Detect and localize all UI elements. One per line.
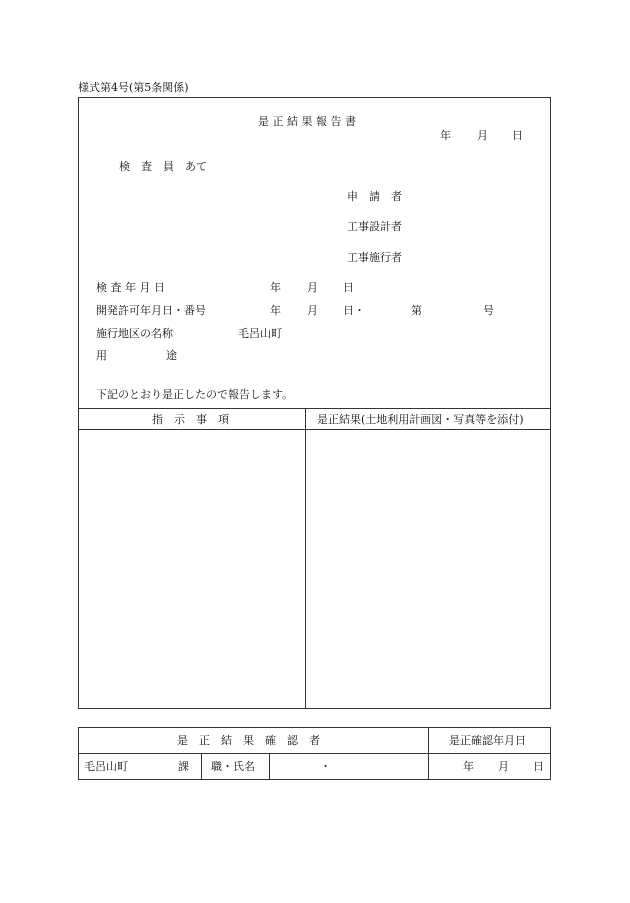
inspection-date-day: 日 [343,281,354,294]
position-name-label: 職・氏名 [211,760,255,773]
report-title: 是 正 結 果 報 告 書 [258,115,356,128]
designer-label: 工事設計者 [347,220,402,233]
name-separator-dot: ・ [320,760,331,773]
confirmer-header: 是 正 結 果 確 認 者 [177,734,320,747]
area-value: 毛呂山町 [238,327,282,340]
permit-year: 年 [270,304,281,317]
inspection-date-year: 年 [270,281,281,294]
instruction-items-cell[interactable] [79,430,304,708]
form-number: 様式第4号(第5条関係) [78,81,189,94]
permit-label: 開発許可年月日・番号 [96,304,206,317]
report-date-month: 月 [477,129,488,142]
permit-dai: 第 [411,304,422,317]
report-date-day: 日 [512,129,523,142]
inspection-date-label: 検 査 年 月 日 [96,281,165,294]
area-label: 施行地区の名称 [96,327,173,340]
confirmer-town: 毛呂山町 [84,760,128,773]
applicant-label: 申 請 者 [347,190,402,203]
inspection-date-month: 月 [307,281,318,294]
contractor-label: 工事施行者 [347,251,402,264]
instruction-items-header: 指 示 事 項 [152,413,229,426]
use-label-char1: 用 [96,349,107,362]
permit-month: 月 [307,304,318,317]
confirmation-date-divider [428,727,429,780]
confirmation-row-rule [78,753,551,754]
addressee: 検 査 員 あて [119,160,207,173]
table-top-rule [78,408,551,409]
report-date-year: 年 [440,129,451,142]
report-statement: 下記のとおり是正したので報告します。 [96,388,294,401]
use-label-char2: 途 [166,349,177,362]
correction-result-cell[interactable] [306,430,550,708]
confirmation-date-header: 是正確認年月日 [449,734,526,747]
correction-result-header: 是正結果(土地利用計画図・写真等を添付) [317,413,524,426]
permit-go: 号 [483,304,494,317]
confirmation-section-divider [201,753,202,780]
confirm-date-day: 日 [533,760,544,773]
confirm-date-month: 月 [498,760,509,773]
confirmation-name-divider [269,753,270,780]
confirmer-section: 課 [178,760,189,773]
permit-day: 日・ [343,304,365,317]
confirm-date-year: 年 [463,760,474,773]
